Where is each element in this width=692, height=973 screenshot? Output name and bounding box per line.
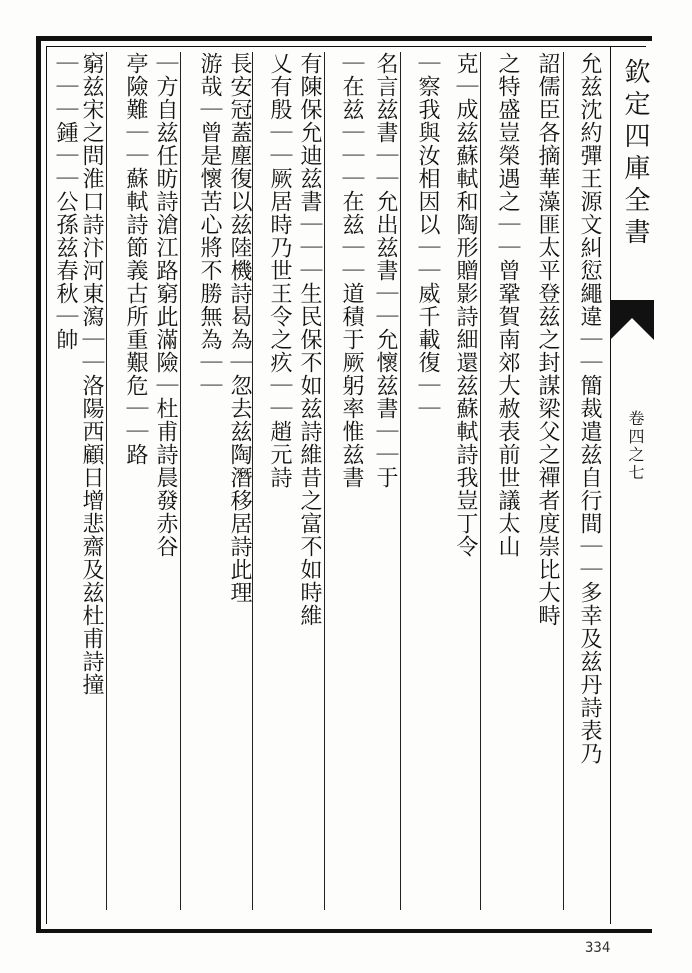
text-column-4: 克｜成兹蘇軾和陶形贈影詩細還兹蘇軾詩我豈丁令 [453,52,478,558]
text-column-14: 窮兹宋之問淮口詩汴河東瀉｜｜洛陽西顧日增悲齋及兹杜甫詩撞 [79,52,104,696]
text-column-9: 乂有殷｜｜厥居時乃世王令之疚｜｜趙元詩 [267,52,292,489]
fish-tail-mark-icon [610,300,654,340]
text-column-7: ｜在兹｜｜｜在兹｜｜道積于厥躬率惟兹書 [339,52,364,489]
volume-label: 卷四之七 [626,410,645,482]
text-column-13: 亭險難｜｜蘇軾詩節義古所重艱危｜｜路 [123,52,148,466]
text-column-3: 之特盛豈榮遇之｜｜曾鞏賀南郊大赦表前世議太山 [495,52,520,558]
text-column-1: 允兹沈約彈王源文糾愆繩違｜｜簡裁遣兹自行間｜｜多幸及兹丹詩表乃 [577,52,602,765]
text-column-15: ｜｜｜鍾｜｜公孫兹春秋｜帥 [53,52,78,351]
text-column-10: 長安冠蓋塵復以兹陸機詩曷為｜忽去兹陶潛移居詩此理 [227,52,252,604]
text-column-5: ｜察我與汝相因以｜｜威千載復｜｜ [415,52,440,420]
text-column-8: 有陳保允迪兹書｜｜｜生民保不如兹詩維昔之富不如時維 [297,52,322,627]
text-column-11: 游哉｜曾是懷苦心將不勝無為｜｜ [197,52,222,397]
text-column-12: ｜方自兹任昉詩滄江路窮此滿險｜杜甫詩晨發赤谷 [153,52,178,558]
text-column-6: 名言兹書｜｜允出兹書｜｜允懷兹書｜｜于 [373,52,398,489]
page-number: 334 [585,940,611,956]
text-column-2: 詔儒臣各摘華藻匪太平登兹之封謀梁父之禪者度崇比大畤 [535,52,560,627]
book-title: 欽定四庫全書 [620,58,650,250]
